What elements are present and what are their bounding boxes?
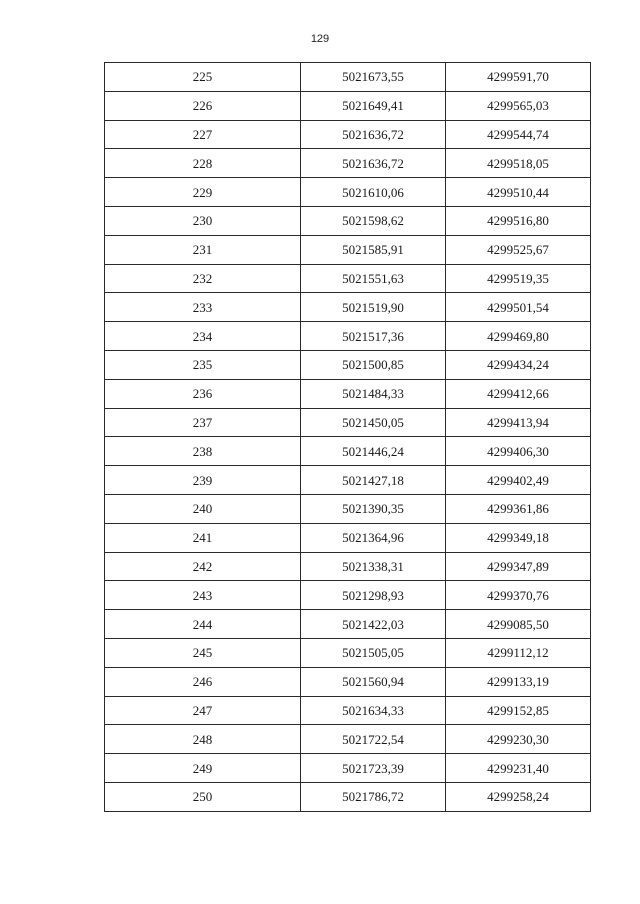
point-number-cell: 243 [105,581,301,610]
table-row [105,466,591,495]
point-number-cell: 234 [105,322,301,351]
x-coordinate-cell: 5021722,54 [301,725,446,754]
point-number-cell: 236 [105,379,301,408]
x-coordinate-cell: 5021560,94 [301,667,446,696]
y-coordinate-cell: 4299469,80 [446,322,591,351]
table-row [105,552,591,581]
point-number-cell: 232 [105,264,301,293]
point-number-cell: 250 [105,782,301,811]
table-row [105,581,591,610]
x-coordinate-cell: 5021723,39 [301,754,446,783]
point-number-cell: 227 [105,120,301,149]
y-coordinate-cell: 4299510,44 [446,178,591,207]
page-number: 129 [310,33,330,45]
table-row [105,235,591,264]
point-number-cell: 235 [105,350,301,379]
coordinates-table-body [105,63,591,812]
point-number-cell: 249 [105,754,301,783]
y-coordinate-cell: 4299434,24 [446,350,591,379]
y-coordinate-cell: 4299519,35 [446,264,591,293]
x-coordinate-cell: 5021450,05 [301,408,446,437]
table-row [105,120,591,149]
y-coordinate-cell: 4299085,50 [446,610,591,639]
table-row [105,754,591,783]
y-coordinate-cell: 4299501,54 [446,293,591,322]
x-coordinate-cell: 5021338,31 [301,552,446,581]
y-coordinate-cell: 4299152,85 [446,696,591,725]
table-row [105,91,591,120]
table-row [105,638,591,667]
table-row [105,408,591,437]
y-coordinate-cell: 4299347,89 [446,552,591,581]
x-coordinate-cell: 5021610,06 [301,178,446,207]
point-number-cell: 244 [105,610,301,639]
y-coordinate-cell: 4299349,18 [446,523,591,552]
x-coordinate-cell: 5021786,72 [301,782,446,811]
x-coordinate-cell: 5021390,35 [301,494,446,523]
table-row [105,322,591,351]
point-number-cell: 231 [105,235,301,264]
y-coordinate-cell: 4299112,12 [446,638,591,667]
table-row [105,293,591,322]
table-row [105,149,591,178]
y-coordinate-cell: 4299518,05 [446,149,591,178]
y-coordinate-cell: 4299591,70 [446,63,591,92]
y-coordinate-cell: 4299565,03 [446,91,591,120]
x-coordinate-cell: 5021598,62 [301,206,446,235]
table-row [105,206,591,235]
y-coordinate-cell: 4299133,19 [446,667,591,696]
x-coordinate-cell: 5021636,72 [301,149,446,178]
point-number-cell: 226 [105,91,301,120]
point-number-cell: 225 [105,63,301,92]
x-coordinate-cell: 5021298,93 [301,581,446,610]
x-coordinate-cell: 5021634,33 [301,696,446,725]
x-coordinate-cell: 5021649,41 [301,91,446,120]
table-row [105,264,591,293]
y-coordinate-cell: 4299525,67 [446,235,591,264]
y-coordinate-cell: 4299412,66 [446,379,591,408]
point-number-cell: 230 [105,206,301,235]
table-row [105,782,591,811]
x-coordinate-cell: 5021636,72 [301,120,446,149]
point-number-cell: 248 [105,725,301,754]
coordinates-table [104,62,591,812]
point-number-cell: 228 [105,149,301,178]
x-coordinate-cell: 5021517,36 [301,322,446,351]
x-coordinate-cell: 5021446,24 [301,437,446,466]
y-coordinate-cell: 4299544,74 [446,120,591,149]
point-number-cell: 241 [105,523,301,552]
table-row [105,350,591,379]
x-coordinate-cell: 5021422,03 [301,610,446,639]
table-row [105,725,591,754]
point-number-cell: 239 [105,466,301,495]
x-coordinate-cell: 5021673,55 [301,63,446,92]
y-coordinate-cell: 4299230,30 [446,725,591,754]
point-number-cell: 238 [105,437,301,466]
point-number-cell: 229 [105,178,301,207]
x-coordinate-cell: 5021551,63 [301,264,446,293]
x-coordinate-cell: 5021364,96 [301,523,446,552]
table-row [105,610,591,639]
point-number-cell: 246 [105,667,301,696]
table-row [105,494,591,523]
table-row [105,523,591,552]
y-coordinate-cell: 4299361,86 [446,494,591,523]
x-coordinate-cell: 5021519,90 [301,293,446,322]
table-row [105,178,591,207]
point-number-cell: 242 [105,552,301,581]
table-row [105,667,591,696]
y-coordinate-cell: 4299258,24 [446,782,591,811]
table-row [105,379,591,408]
y-coordinate-cell: 4299370,76 [446,581,591,610]
table-row [105,696,591,725]
y-coordinate-cell: 4299516,80 [446,206,591,235]
table-row [105,437,591,466]
table-row [105,63,591,92]
y-coordinate-cell: 4299406,30 [446,437,591,466]
y-coordinate-cell: 4299402,49 [446,466,591,495]
x-coordinate-cell: 5021427,18 [301,466,446,495]
point-number-cell: 247 [105,696,301,725]
point-number-cell: 240 [105,494,301,523]
point-number-cell: 245 [105,638,301,667]
y-coordinate-cell: 4299231,40 [446,754,591,783]
x-coordinate-cell: 5021500,85 [301,350,446,379]
x-coordinate-cell: 5021484,33 [301,379,446,408]
point-number-cell: 237 [105,408,301,437]
y-coordinate-cell: 4299413,94 [446,408,591,437]
point-number-cell: 233 [105,293,301,322]
x-coordinate-cell: 5021585,91 [301,235,446,264]
x-coordinate-cell: 5021505,05 [301,638,446,667]
